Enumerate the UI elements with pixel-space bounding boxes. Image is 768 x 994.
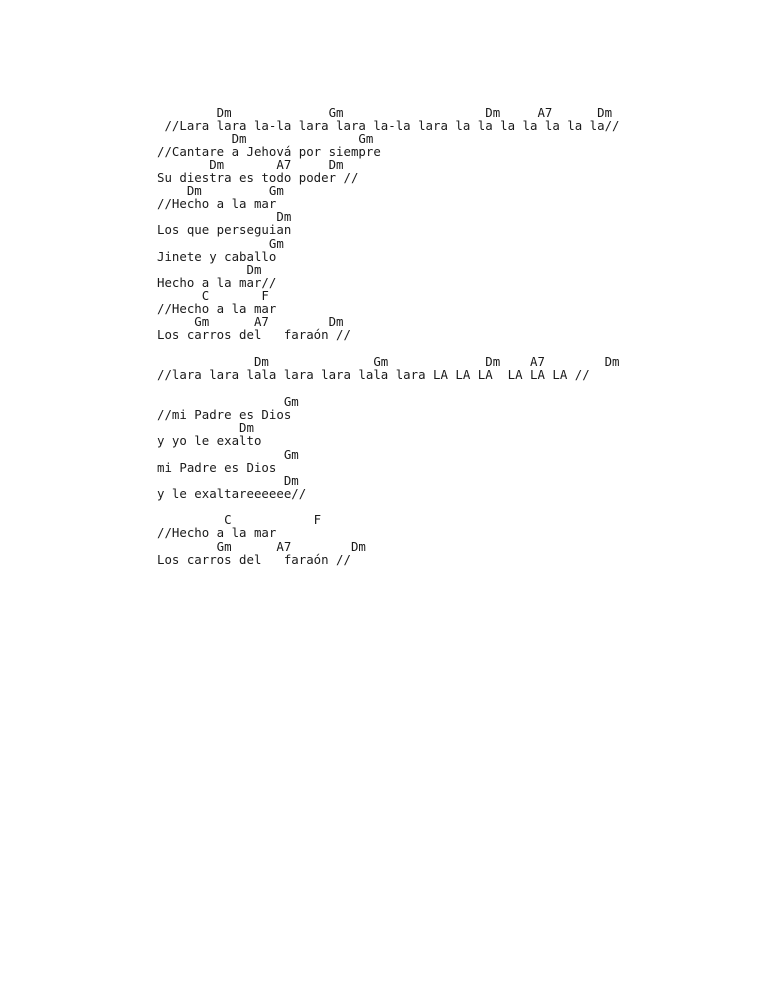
chord-line: Dm — [157, 262, 262, 277]
lyric-line: Los carros del faraón // — [157, 327, 351, 342]
chord-line: Gm A7 Dm — [157, 314, 344, 329]
chord-line: Gm — [157, 394, 299, 409]
lyric-line: //lara lara lala lara lara lala lara LA LA LA LA LA LA // — [157, 367, 590, 382]
lyric-line: Jinete y caballo — [157, 249, 277, 264]
chord-line: C F — [157, 512, 322, 527]
lyric-line: //Cantare a Jehová por siempre — [157, 144, 381, 159]
chord-line: Gm — [157, 447, 299, 462]
chord-line: Gm A7 Dm — [157, 539, 366, 554]
lyric-line: //Hecho a la mar — [157, 196, 277, 211]
lyric-line: Los carros del faraón // — [157, 552, 351, 567]
lyric-line: //Hecho a la mar — [157, 301, 277, 316]
lyric-line: y le exaltareeeeee// — [157, 486, 307, 501]
chord-line: Dm — [157, 209, 292, 224]
lyric-line: //mi Padre es Dios — [157, 407, 292, 422]
lyric-line: Su diestra es todo poder // — [157, 170, 359, 185]
lyric-line: //Hecho a la mar — [157, 525, 277, 540]
chord-line: Dm — [157, 420, 254, 435]
chord-line: Dm A7 Dm — [157, 157, 344, 172]
chord-line: Gm — [157, 236, 284, 251]
lyric-line: Los que perseguian — [157, 222, 292, 237]
lyric-line: Hecho a la mar// — [157, 275, 277, 290]
chord-line: Dm Gm — [157, 183, 284, 198]
chord-line: Dm Gm — [157, 131, 374, 146]
chord-line: Dm Gm Dm A7 Dm — [157, 354, 620, 369]
lyric-line: mi Padre es Dios — [157, 460, 277, 475]
lyric-line: //Lara lara la-la lara lara la-la lara la la la la la la la// — [157, 118, 620, 133]
chord-line: Dm Gm Dm A7 Dm — [157, 105, 613, 120]
chord-line: C F — [157, 288, 269, 303]
chord-line: Dm — [157, 473, 299, 488]
lyric-line: y yo le exalto — [157, 433, 262, 448]
